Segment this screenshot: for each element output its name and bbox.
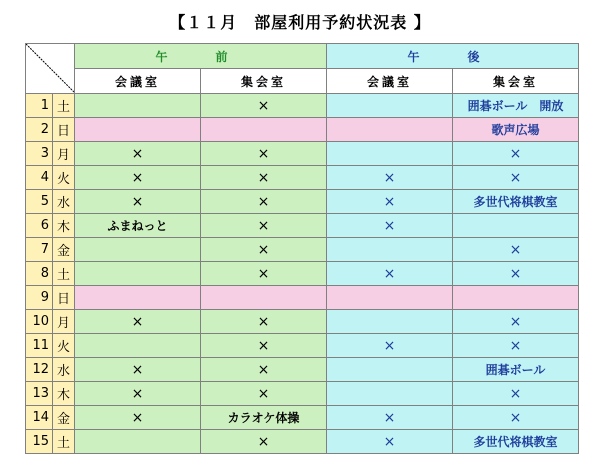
slot-cell-am-assembly: × — [201, 358, 327, 382]
slot-cell-am-assembly: × — [201, 382, 327, 406]
slot-cell-am-assembly: × — [201, 430, 327, 454]
slot-cell-pm-meeting: × — [327, 406, 453, 430]
weekday-cell: 水 — [53, 190, 75, 214]
slot-cell-pm-assembly: 多世代将棋教室 — [453, 190, 579, 214]
slot-cell-am-assembly — [201, 286, 327, 310]
pm-header: 午 後 — [327, 44, 579, 69]
slot-cell-pm-meeting — [327, 286, 453, 310]
weekday-cell: 日 — [53, 286, 75, 310]
weekday-cell: 日 — [53, 118, 75, 142]
weekday-cell: 火 — [53, 334, 75, 358]
diagonal-line-icon — [26, 44, 75, 93]
slot-cell-am-meeting: × — [75, 358, 201, 382]
date-cell: 1 — [26, 94, 53, 118]
slot-cell-pm-assembly: × — [453, 310, 579, 334]
weekday-cell: 水 — [53, 358, 75, 382]
slot-cell-pm-meeting — [327, 94, 453, 118]
am-header: 午 前 — [75, 44, 327, 69]
weekday-cell: 金 — [53, 406, 75, 430]
table-row — [26, 214, 579, 238]
slot-cell-pm-meeting: × — [327, 166, 453, 190]
table-row — [26, 382, 579, 406]
slot-cell-am-assembly: × — [201, 334, 327, 358]
slot-cell-am-assembly — [201, 118, 327, 142]
table-row — [26, 334, 579, 358]
table-row — [26, 142, 579, 166]
slot-cell-am-meeting: × — [75, 310, 201, 334]
slot-cell-pm-assembly: 囲碁ボール — [453, 358, 579, 382]
slot-cell-pm-assembly: × — [453, 382, 579, 406]
slot-cell-pm-meeting — [327, 142, 453, 166]
table-row — [26, 262, 579, 286]
slot-cell-am-assembly: × — [201, 142, 327, 166]
slot-cell-am-meeting: ふまねっと — [75, 214, 201, 238]
weekday-cell: 土 — [53, 262, 75, 286]
date-cell: 14 — [26, 406, 53, 430]
slot-cell-am-meeting: × — [75, 142, 201, 166]
table-row — [26, 94, 579, 118]
date-cell: 12 — [26, 358, 53, 382]
slot-cell-pm-meeting: × — [327, 214, 453, 238]
slot-cell-am-meeting: × — [75, 382, 201, 406]
room-header-pm-meeting: 会議室 — [327, 69, 453, 94]
table-row — [26, 430, 579, 454]
slot-cell-pm-assembly — [453, 286, 579, 310]
slot-cell-am-meeting: × — [75, 406, 201, 430]
slot-cell-pm-assembly: 囲碁ボール 開放 — [453, 94, 579, 118]
table-row — [26, 406, 579, 430]
slot-cell-am-assembly: × — [201, 310, 327, 334]
slot-cell-pm-meeting — [327, 238, 453, 262]
slot-cell-am-assembly: × — [201, 94, 327, 118]
weekday-cell: 土 — [53, 430, 75, 454]
weekday-cell: 金 — [53, 238, 75, 262]
weekday-cell: 月 — [53, 310, 75, 334]
date-cell: 10 — [26, 310, 53, 334]
room-header-pm-assembly: 集会室 — [453, 69, 579, 94]
slot-cell-pm-meeting — [327, 358, 453, 382]
table-row — [26, 310, 579, 334]
table-row — [26, 358, 579, 382]
weekday-cell: 木 — [53, 382, 75, 406]
table-row — [26, 118, 579, 142]
table-row — [26, 190, 579, 214]
slot-cell-am-meeting — [75, 94, 201, 118]
date-cell: 6 — [26, 214, 53, 238]
slot-cell-pm-assembly: × — [453, 166, 579, 190]
slot-cell-pm-assembly: × — [453, 238, 579, 262]
slot-cell-am-meeting — [75, 334, 201, 358]
date-cell: 4 — [26, 166, 53, 190]
slot-cell-am-meeting: × — [75, 166, 201, 190]
weekday-cell: 月 — [53, 142, 75, 166]
slot-cell-am-meeting: × — [75, 190, 201, 214]
slot-cell-am-assembly: × — [201, 238, 327, 262]
slot-cell-pm-meeting: × — [327, 430, 453, 454]
slot-cell-am-assembly: × — [201, 166, 327, 190]
date-cell: 2 — [26, 118, 53, 142]
room-header-am-meeting: 会議室 — [75, 69, 201, 94]
slot-cell-am-meeting — [75, 238, 201, 262]
weekday-cell: 木 — [53, 214, 75, 238]
date-cell: 13 — [26, 382, 53, 406]
date-cell: 3 — [26, 142, 53, 166]
room-header-am-assembly: 集会室 — [201, 69, 327, 94]
slot-cell-pm-assembly: 歌声広場 — [453, 118, 579, 142]
slot-cell-am-meeting — [75, 286, 201, 310]
slot-cell-am-meeting — [75, 262, 201, 286]
date-cell: 15 — [26, 430, 53, 454]
slot-cell-pm-meeting: × — [327, 190, 453, 214]
date-cell: 7 — [26, 238, 53, 262]
slot-cell-am-meeting — [75, 430, 201, 454]
slot-cell-pm-assembly: × — [453, 262, 579, 286]
slot-cell-pm-meeting: × — [327, 334, 453, 358]
slot-cell-pm-meeting: × — [327, 262, 453, 286]
table-row — [26, 286, 579, 310]
corner-cell — [26, 44, 75, 94]
table-body — [26, 94, 579, 454]
slot-cell-am-assembly: カラオケ体操 — [201, 406, 327, 430]
slot-cell-pm-meeting — [327, 382, 453, 406]
slot-cell-pm-meeting — [327, 118, 453, 142]
slot-cell-am-assembly: × — [201, 190, 327, 214]
slot-cell-pm-assembly — [453, 214, 579, 238]
slot-cell-am-meeting — [75, 118, 201, 142]
table-row — [26, 166, 579, 190]
slot-cell-pm-assembly: 多世代将棋教室 — [453, 430, 579, 454]
table-row — [26, 238, 579, 262]
slot-cell-pm-assembly: × — [453, 406, 579, 430]
reservation-table — [25, 43, 579, 454]
date-cell: 11 — [26, 334, 53, 358]
slot-cell-pm-assembly: × — [453, 142, 579, 166]
date-cell: 5 — [26, 190, 53, 214]
slot-cell-am-assembly: × — [201, 214, 327, 238]
date-cell: 9 — [26, 286, 53, 310]
slot-cell-am-assembly: × — [201, 262, 327, 286]
slot-cell-pm-assembly: × — [453, 334, 579, 358]
slot-cell-pm-meeting — [327, 310, 453, 334]
date-cell: 8 — [26, 262, 53, 286]
weekday-cell: 火 — [53, 166, 75, 190]
weekday-cell: 土 — [53, 94, 75, 118]
page-title: 【１１月 部屋利用予約状況表 】 — [169, 13, 431, 32]
